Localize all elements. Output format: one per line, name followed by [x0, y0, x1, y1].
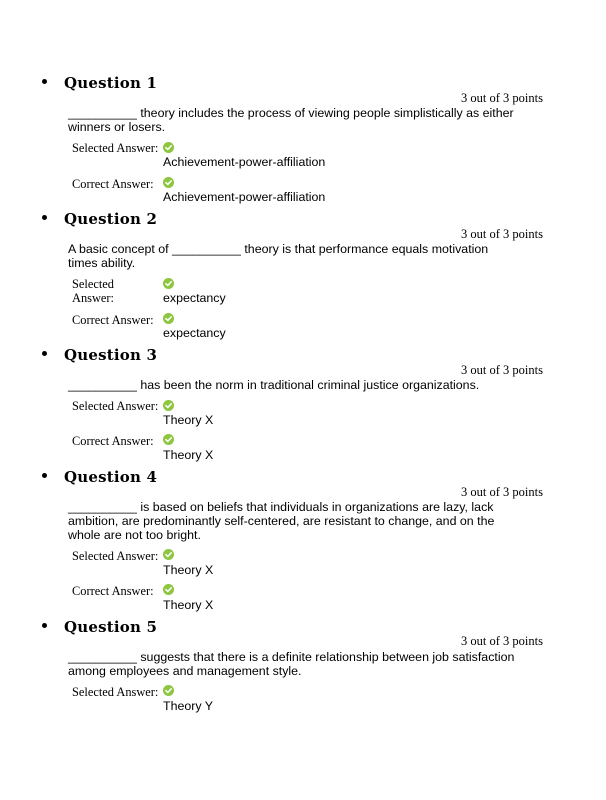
bullet-icon: [42, 623, 47, 628]
check-circle-icon: [163, 313, 174, 324]
selected-answer-value: Achievement-power-affiliation: [163, 155, 326, 169]
selected-answer-label: Selected Answer:: [72, 399, 159, 413]
correct-answer-value: Theory X: [163, 598, 214, 612]
bullet-icon: [42, 473, 47, 478]
selected-answer-value: Theory Y: [163, 699, 214, 713]
question-text: A basic concept of __________ theory is that performance equals motivation times ability.: [68, 242, 489, 270]
points-score: 3 out of 3 points: [461, 485, 543, 499]
correct-answer-label: Correct Answer:: [72, 584, 154, 598]
selected-answer-value: Theory X: [163, 563, 214, 577]
bullet-icon: [42, 79, 47, 84]
correct-answer-label: Correct Answer:: [72, 434, 154, 448]
question-title: Question 2: [64, 210, 158, 228]
question-title: Question 3: [64, 346, 158, 364]
question-text: __________ has been the norm in traditional criminal justice organizations.: [68, 378, 480, 392]
correct-answer-value: Achievement-power-affiliation: [163, 190, 326, 204]
check-circle-icon: [163, 177, 174, 188]
correct-answer-label: Correct Answer:: [72, 177, 154, 191]
points-score: 3 out of 3 points: [461, 634, 543, 648]
check-circle-icon: [163, 400, 174, 411]
check-circle-icon: [163, 584, 174, 595]
selected-answer-label: Selected Answer:: [72, 549, 159, 563]
correct-answer-value: expectancy: [163, 326, 226, 340]
selected-answer-label: Selected Answer:: [72, 277, 114, 305]
question-text: __________ suggests that there is a definite relationship between job satisfaction among employees and management style.: [68, 650, 515, 678]
selected-answer-label: Selected Answer:: [72, 141, 159, 155]
question-text: __________ is based on beliefs that individuals in organizations are lazy, lack ambition, are predominantly self-centered, are resistant to change, and on the whole are not too bright.: [68, 500, 495, 542]
question-title: Question 4: [64, 468, 158, 486]
check-circle-icon: [163, 142, 174, 153]
correct-answer-label: Correct Answer:: [72, 313, 154, 327]
check-circle-icon: [163, 549, 174, 560]
question-title: Question 5: [64, 618, 158, 636]
check-circle-icon: [163, 434, 174, 445]
question-text: __________ theory includes the process of viewing people simplistically as either winners or losers.: [68, 106, 514, 134]
points-score: 3 out of 3 points: [461, 227, 543, 241]
question-title: Question 1: [64, 74, 158, 92]
check-circle-icon: [163, 685, 174, 696]
check-circle-icon: [163, 278, 174, 289]
selected-answer-label: Selected Answer:: [72, 685, 159, 699]
bullet-icon: [42, 215, 47, 220]
points-score: 3 out of 3 points: [461, 91, 543, 105]
selected-answer-value: expectancy: [163, 291, 226, 305]
points-score: 3 out of 3 points: [461, 363, 543, 377]
bullet-icon: [42, 351, 47, 356]
selected-answer-value: Theory X: [163, 413, 214, 427]
correct-answer-value: Theory X: [163, 448, 214, 462]
